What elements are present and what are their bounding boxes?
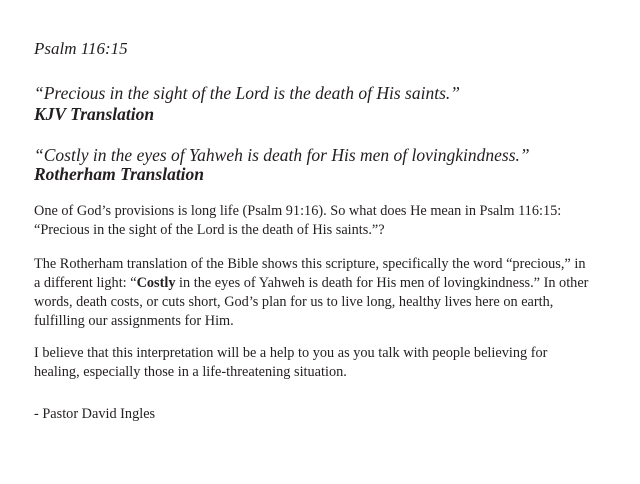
rotherham-quote: “Costly in the eyes of Yahweh is death for His men of lovingkindness.” — [34, 145, 530, 165]
paragraph-intro-line-1: One of God’s provisions is long life (Psalm 91:16). So what does He mean in Psalm 116:15: — [34, 203, 562, 219]
paragraph-rotherham-line-2 — [34, 274, 626, 293]
rotherham-label: Rotherham Translation — [34, 164, 205, 184]
paragraph-intro-line-2: “Precious in the sight of the Lord is the death of His saints.”? — [34, 222, 385, 238]
paragraph-conclusion — [34, 344, 626, 382]
paragraph-conclusion-line-1: I believe that this interpretation will be a help to you as you talk with people believing for — [34, 345, 548, 361]
kjv-quote: “Precious in the sight of the Lord is the death of His saints.” — [34, 83, 461, 103]
paragraph-rotherham-line-3: words, death costs, or cuts short, God’s plan for us to live long, healthy lives here on earth, — [34, 294, 554, 310]
line-2-suffix: in the eyes of Yahweh is death for His men of lovingkindness.” In other — [175, 275, 589, 291]
paragraph-rotherham-line-4: fulfilling our assignments for Him. — [34, 313, 234, 329]
paragraph-rotherham — [34, 255, 626, 331]
scripture-reference: Psalm 116:15 — [34, 39, 128, 58]
costly-emphasis: Costly — [136, 275, 176, 291]
line-2-prefix: a different light: “ — [34, 275, 137, 291]
paragraph-intro — [34, 202, 626, 240]
paragraph-conclusion-line-2: healing, especially those in a life-threatening situation. — [34, 364, 347, 380]
paragraph-rotherham-line-1: The Rotherham translation of the Bible shows this scripture, specifically the word “precious,” in — [34, 256, 586, 272]
kjv-label: KJV Translation — [34, 104, 155, 124]
author-signature: - Pastor David Ingles — [34, 406, 156, 422]
